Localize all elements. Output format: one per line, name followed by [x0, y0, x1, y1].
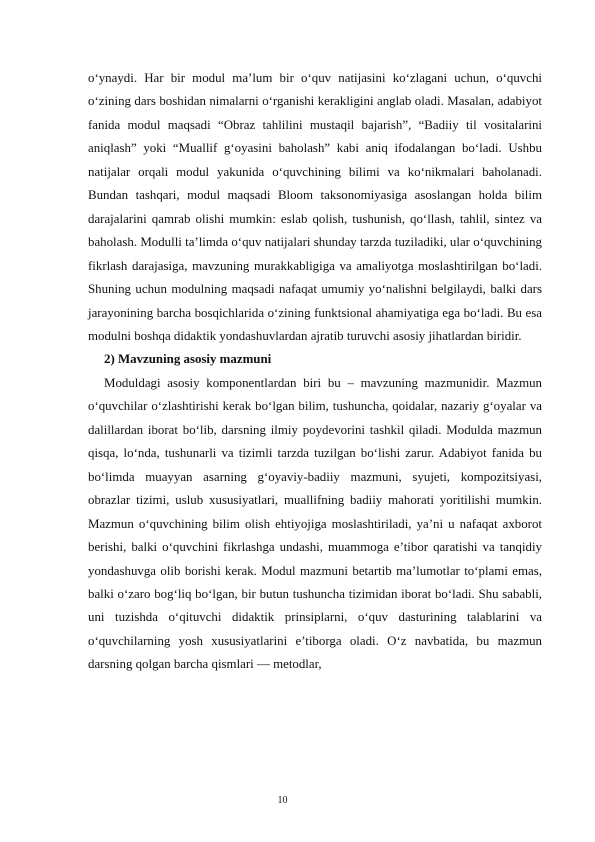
- section-heading: 2) Mavzuning asosiy mazmuni: [104, 352, 272, 367]
- document-page: [88, 67, 542, 677]
- body-paragraph-2: Moduldagi asosiy komponentlardan biri bu – mavzuning mazmunidir. Mazmun o‘quvchilar o‘zlashtirishi kerak bo‘lgan bilim, tushuncha, qoidalar, nazariy g‘oyalar va dalillardan iborat bo‘lib, darsning ilmiy poydevorini tashkil qiladi. Modulda mazmun qisqa, lo‘nda, tushunarli va tizimli tarzda tuzilgan bo‘lishi zarur. Adabiyot fanida bu bo‘limda muayyan asarning g‘oyaviy-badiiy mazmuni, syujeti, kompozitsiyasi, obrazlar tizimi, uslub xususiyatlari, muallifning badiiy mahorati yoritilishi mumkin. Mazmun o‘quvchining bilim olish ehtiyojiga moslashtiriladi, ya’ni u nafaqat axborot berishi, balki o‘quvchini fikrlashga undashi, muammoga e’tibor qaratishi va tanqidiy yondashuvga olib borishi kerak. Modul mazmuni betartib ma’lumotlar to‘plami emas, balki o‘zaro bog‘liq bo‘lgan, bir butun tushuncha tizimidan iborat bo‘ladi. Shu sababli, uni tuzishda o‘qituvchi didaktik prinsiplarni, o‘quv dasturining talablarini va o‘quvchilarning yosh xususiyatlarini e’tiborga oladi. O‘z navbatida, bu mazmun darsning qolgan barcha qismlari — metodlar,: [88, 375, 542, 672]
- page-number-container: [0, 795, 595, 806]
- page-number: 10: [277, 795, 288, 806]
- body-paragraph-1: o‘ynaydi. Har bir modul ma’lum bir o‘quv natijasini ko‘zlagani uchun, o‘quvchi o‘zining dars boshidan nimalarni o‘rganishi kerakligini anglab oladi. Masalan, adabiyot fanida modul maqsadi “Obraz tahlilini mustaqil bajarish”, “Badiiy til vositalarini aniqlash” yoki “Muallif g‘oyasini baholash” kabi aniq ifodalangan bo‘ladi. Ushbu natijalar orqali modul yakunida o‘quvchining bilimi va ko‘nikmalari baholanadi. Bundan tashqari, modul maqsadi Bloom taksonomiyasiga asoslangan holda bilim darajalarini qamrab olishi mumkin: eslab qolish, tushunish, qo‘llash, tahlil, sintez va baholash. Modulli ta’limda o‘quv natijalari shunday tarzda tuziladiki, ular o‘quvchining fikrlash darajasiga, mavzuning murakkabligiga va amaliyotga moslashtirilgan bo‘ladi. Shuning uchun modulning maqsadi nafaqat umumiy yo‘nalishni belgilaydi, balki dars jarayonining barcha bosqichlarida o‘zining funktsional ahamiyatiga ega bo‘ladi. Bu esa modulni boshqa didaktik yondashuvlardan ajratib turuvchi asosiy jihatlardan biridir.: [88, 71, 542, 343]
